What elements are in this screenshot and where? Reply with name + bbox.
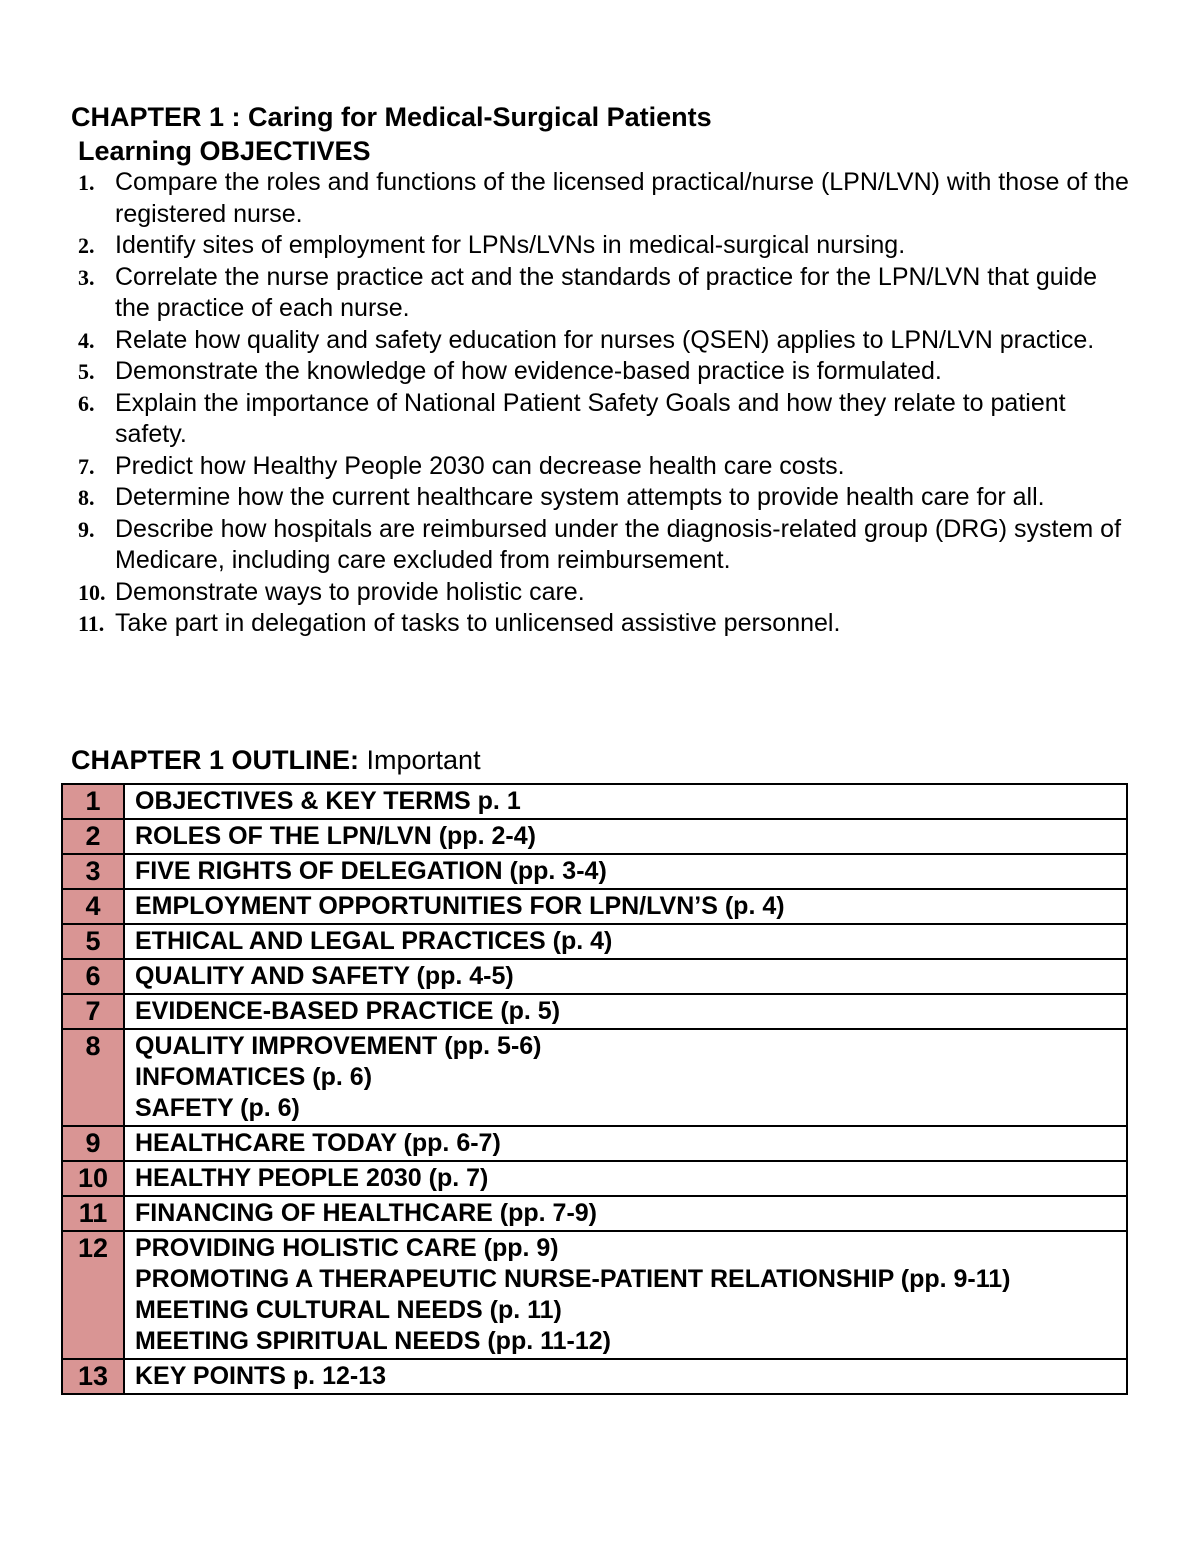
objective-text: Describe how hospitals are reimbursed under the diagnosis-related group (DRG) system of Medicare, including care excluded from reimbursement. (115, 514, 1122, 574)
objective-text: Predict how Healthy People 2030 can decrease health care costs. (115, 451, 845, 480)
table-row (62, 924, 1127, 959)
table-row (62, 1359, 1127, 1394)
outline-topic-line: HEALTHY PEOPLE 2030 (p. 7) (135, 1164, 489, 1192)
outline-topic-line: EMPLOYMENT OPPORTUNITIES FOR LPN/LVN’S (p. 4) (135, 892, 785, 920)
objective-number: 7. (78, 453, 95, 479)
outline-topic-line: OBJECTIVES & KEY TERMS p. 1 (135, 787, 521, 815)
objective-item (78, 388, 1138, 451)
objective-number: 5. (78, 359, 95, 384)
outline-row-topic (124, 959, 1127, 994)
outline-row-topic (124, 1126, 1127, 1161)
outline-row-number: 8 (62, 1029, 124, 1126)
table-row (62, 1196, 1127, 1231)
outline-table-body (62, 784, 1127, 1394)
table-row (62, 889, 1127, 924)
objective-number: 3. (78, 264, 95, 290)
outline-topic-line: KEY POINTS p. 12-13 (135, 1362, 387, 1390)
outline-topic-line: ETHICAL AND LEGAL PRACTICES (p. 4) (135, 927, 613, 955)
objective-text: Relate how quality and safety education for nurses (QSEN) applies to LPN/LVN practice. (115, 325, 1095, 354)
objective-text: Determine how the current healthcare system attempts to provide health care for all. (115, 483, 1045, 511)
objective-item (78, 230, 1138, 262)
objective-item (78, 608, 1138, 640)
objective-item (78, 262, 1138, 325)
outline-topic-line: PROMOTING A THERAPEUTIC NURSE-PATIENT RELATIONSHIP (pp. 9-11) (135, 1265, 1011, 1293)
table-row (62, 994, 1127, 1029)
objectives-heading: Learning OBJECTIVES (78, 136, 371, 166)
objective-item (78, 167, 1138, 230)
objective-text: Compare the roles and functions of the licensed practical/nurse (LPN/LVN) with those of the registered nurse. (115, 168, 1129, 228)
outline-row-topic (124, 1196, 1127, 1231)
outline-topic-line: MEETING CULTURAL NEEDS (p. 11) (135, 1296, 562, 1324)
outline-topic-line: INFOMATICES (p. 6) (135, 1063, 373, 1091)
objective-text: Take part in delegation of tasks to unlicensed assistive personnel. (115, 609, 841, 637)
outline-row-topic (124, 889, 1127, 924)
outline-row-number: 1 (62, 784, 124, 819)
outline-table (61, 783, 1128, 1395)
outline-topic-line: SAFETY (p. 6) (135, 1094, 300, 1122)
outline-topic-line: ROLES OF THE LPN/LVN (pp. 2-4) (135, 822, 536, 850)
outline-row-number: 6 (62, 959, 124, 994)
objective-text: Explain the importance of National Patient Safety Goals and how they relate to patient safety. (115, 388, 1066, 448)
outline-row-topic (124, 994, 1127, 1029)
outline-topic-line: PROVIDING HOLISTIC CARE (pp. 9) (135, 1234, 559, 1262)
outline-row-topic (124, 819, 1127, 854)
outline-row-number: 13 (62, 1359, 124, 1394)
outline-row-number: 3 (62, 854, 124, 889)
outline-row-topic (124, 854, 1127, 889)
objective-number: 1. (78, 170, 95, 195)
objective-text: Demonstrate ways to provide holistic care. (115, 577, 585, 606)
objective-number: 9. (78, 516, 95, 542)
table-row (62, 854, 1127, 889)
objective-number: 11. (78, 611, 105, 636)
outline-heading-bold: CHAPTER 1 OUTLINE: (71, 745, 360, 775)
outline-row-topic (124, 1359, 1127, 1394)
outline-row-topic (124, 1161, 1127, 1196)
objective-item (78, 482, 1138, 514)
table-row (62, 1231, 1127, 1359)
table-row (62, 1161, 1127, 1196)
outline-heading-light: Important (359, 745, 481, 775)
outline-topic-line: EVIDENCE-BASED PRACTICE (p. 5) (135, 997, 561, 1025)
outline-row-topic (124, 1231, 1127, 1359)
outline-topic-line: MEETING SPIRITUAL NEEDS (pp. 11-12) (135, 1327, 612, 1355)
outline-row-topic (124, 1029, 1127, 1126)
outline-row-number: 12 (62, 1231, 124, 1359)
chapter-title: CHAPTER 1 : Caring for Medical-Surgical Patients (71, 102, 712, 132)
outline-row-topic (124, 924, 1127, 959)
outline-row-number: 4 (62, 889, 124, 924)
objective-text: Identify sites of employment for LPNs/LVNs in medical-surgical nursing. (115, 231, 906, 259)
objective-item (78, 577, 1138, 609)
outline-row-number: 2 (62, 819, 124, 854)
outline-row-number: 5 (62, 924, 124, 959)
outline-row-number: 9 (62, 1126, 124, 1161)
outline-heading (71, 743, 481, 777)
table-row (62, 959, 1127, 994)
outline-topic-line: FINANCING OF HEALTHCARE (pp. 7-9) (135, 1199, 598, 1227)
outline-row-topic (124, 784, 1127, 819)
outline-topic-line: FIVE RIGHTS OF DELEGATION (pp. 3-4) (135, 857, 607, 885)
objective-number: 4. (78, 327, 95, 353)
table-row (62, 819, 1127, 854)
objective-number: 2. (78, 233, 95, 258)
objective-item (78, 325, 1138, 357)
objectives-list (78, 167, 1138, 640)
outline-topic-line: QUALITY AND SAFETY (pp. 4-5) (135, 962, 514, 990)
objective-item (78, 451, 1138, 483)
objective-text: Correlate the nurse practice act and the standards of practice for the LPN/LVN that guide the practice of each nurse. (115, 262, 1098, 322)
objective-number: 10. (78, 579, 106, 605)
outline-topic-line: QUALITY IMPROVEMENT (pp. 5-6) (135, 1032, 542, 1060)
objective-item (78, 514, 1138, 577)
table-row (62, 784, 1127, 819)
table-row (62, 1029, 1127, 1126)
outline-row-number: 7 (62, 994, 124, 1029)
outline-row-number: 10 (62, 1161, 124, 1196)
outline-topic-line: HEALTHCARE TODAY (pp. 6-7) (135, 1129, 501, 1157)
objective-number: 6. (78, 390, 95, 416)
table-row (62, 1126, 1127, 1161)
objective-number: 8. (78, 485, 95, 510)
objective-item (78, 356, 1138, 388)
outline-row-number: 11 (62, 1196, 124, 1231)
objective-text: Demonstrate the knowledge of how evidence-based practice is formulated. (115, 357, 942, 385)
